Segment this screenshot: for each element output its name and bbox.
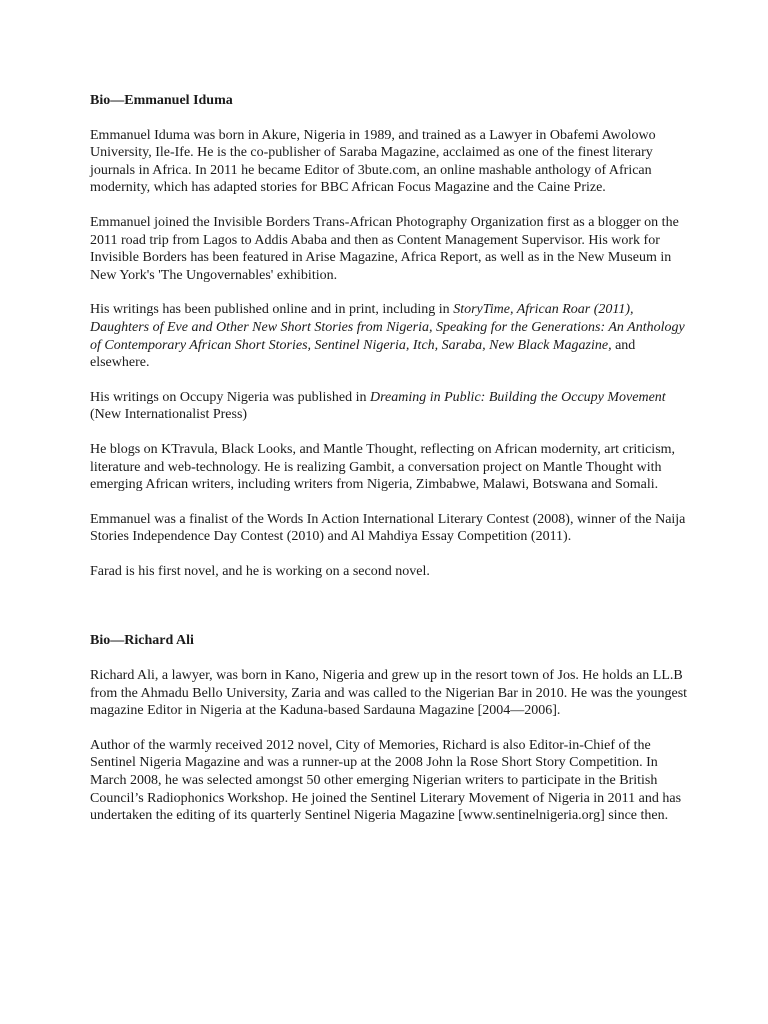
bio-paragraph: Emmanuel joined the Invisible Borders Trans-African Photography Organization first as a blogger on the 2011 road trip from Lagos to Addis Ababa and then as Content Management Supervisor. His work for Invisible Borders has been featured in Arise Magazine, Africa Report, as well as in the New Museum in New York's 'The Ungovernables' exhibition. [90, 214, 679, 283]
bio-paragraph: Farad is his first novel, and he is working on a second novel. [90, 563, 430, 579]
text-run: and elsewhere. [90, 337, 636, 371]
document-page [90, 92, 690, 842]
text-run: His writings has been published online and in print, including in [90, 302, 454, 318]
bio-heading: Bio—Richard Ali [90, 633, 194, 649]
bio-paragraph: Emmanuel Iduma was born in Akure, Nigeria in 1989, and trained as a Lawyer in Obafemi Awolowo University, Ile-Ife. He is the co-publisher of Saraba Magazine, acclaimed as one of the finest literary journals in Africa. In 2011 he became Editor of 3bute.com, an online mashable anthology of African modernity, which has adapted stories for BBC African Focus Magazine and the Caine Prize. [90, 127, 656, 196]
section-spacer [90, 597, 690, 632]
italic-title: Dreaming in Public: Building the Occupy Movement [369, 389, 666, 405]
bio-paragraph: He blogs on KTravula, Black Looks, and Mantle Thought, reflecting on African modernity, art criticism, literature and web-technology. He is realizing Gambit, a conversation project on Mantle Thought with emerging African writers, including writers from Nigeria, Zimbabwe, Malawi, Botswana and Somali. [90, 441, 676, 493]
bio-paragraph-occupy [90, 389, 690, 424]
bio-paragraph-publications [90, 301, 690, 371]
italic-titles: StoryTime, African Roar (2011), Daughters of Eve and Other New Short Stories from Nigeria, Speaking for the Generations: An Anthology of Contemporary African Short Stories, Sentinel Nigeria, Itch, Saraba, New Black Magazine, [90, 302, 685, 353]
bio-heading: Bio—Emmanuel Iduma [90, 93, 233, 108]
bio-section-richard-ali [90, 632, 690, 824]
bio-paragraph: Author of the warmly received 2012 novel, City of Memories, Richard is also Editor-in-Chief of the Sentinel Nigeria Magazine and was a runner-up at the 2008 John la Rose Short Story Competition. In March 2008, he was selected amongst 50 other emerging Nigerian writers to participate in the British Council’s Radiophonics Workshop. He joined the Sentinel Literary Movement of Nigeria in 2011 and has undertaken the editing of its quarterly Sentinel Nigeria Magazine [www.sentinelnigeria.org] since then. [90, 737, 682, 824]
bio-paragraph: Emmanuel was a finalist of the Words In Action International Literary Contest (2008), winner of the Naija Stories Independence Day Contest (2010) and Al Mahdiya Essay Competition (2011). [90, 511, 686, 545]
text-run: His writings on Occupy Nigeria was published in [90, 389, 370, 405]
bio-paragraph: Richard Ali, a lawyer, was born in Kano, Nigeria and grew up in the resort town of Jos. He holds an LL.B from the Ahmadu Bello University, Zaria and was called to the Nigerian Bar in 2010. He was the youngest magazine Editor in Nigeria at the Kaduna-based Sardauna Magazine [2004—2006]. [90, 668, 688, 719]
text-run: (New Internationalist Press) [90, 407, 248, 423]
bio-section-emmanuel-iduma [90, 92, 690, 580]
